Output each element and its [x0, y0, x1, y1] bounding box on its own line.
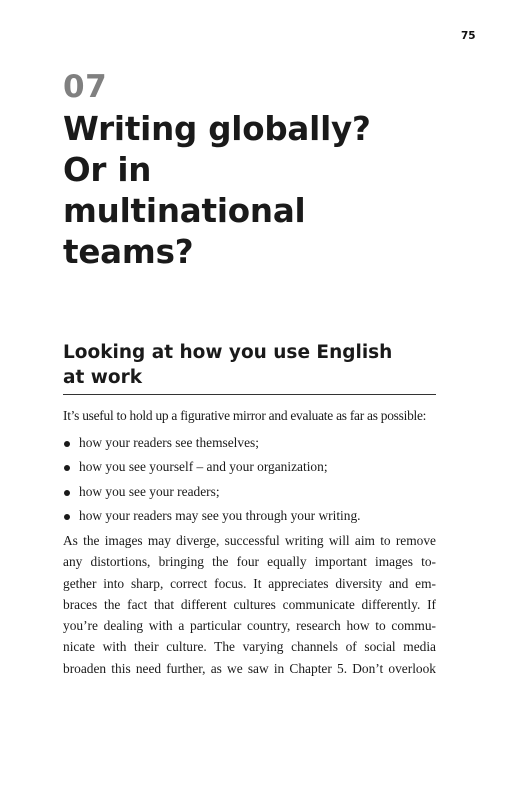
list-item-text: how your readers see themselves; — [79, 435, 259, 450]
chapter-title-line: Writing globally? — [63, 110, 371, 148]
bullet-list — [63, 431, 436, 528]
body-paragraph — [63, 530, 436, 679]
body-line: As the images may diverge, successful writing will aim to remove — [63, 533, 436, 548]
bullet-dot-icon — [64, 465, 70, 471]
body-line: any distortions, bringing the four equally important images to- — [63, 554, 436, 570]
bullet-dot-icon — [64, 514, 70, 520]
body-line: nicate with their culture. The varying channels of social media — [63, 639, 436, 655]
section-heading — [63, 340, 436, 390]
body-line: braces the fact that different cultures communicate differently. If — [63, 596, 436, 612]
chapter-title — [63, 109, 443, 273]
body-line: you’re dealing with a particular country, research how to commu- — [63, 618, 436, 634]
list-item-text: how you see yourself – and your organization; — [79, 459, 328, 475]
bullet-dot-icon — [64, 441, 70, 447]
list-item — [63, 431, 436, 455]
list-item — [63, 480, 436, 504]
section-heading-line: at work — [63, 367, 142, 388]
list-item — [63, 504, 436, 528]
body-line: gether into sharp, correct focus. It appreciates diversity and em- — [63, 575, 436, 591]
list-item-text: how you see your readers; — [79, 483, 220, 499]
page-number: 75 — [461, 30, 476, 42]
section-rule — [63, 394, 436, 395]
body-line: broaden this need further, as we saw in Chapter 5. Don’t overlook — [63, 660, 436, 676]
chapter-title-line: multinational — [63, 192, 306, 230]
chapter-title-line: teams? — [63, 233, 194, 271]
section-heading-line: Looking at how you use English — [63, 342, 393, 363]
list-item-text: how your readers may see you through your writing. — [79, 507, 361, 523]
intro-paragraph: It’s useful to hold up a figurative mirror and evaluate as far as possible: — [63, 408, 427, 423]
chapter-title-line: Or in — [63, 151, 152, 189]
list-item — [63, 455, 436, 479]
chapter-number: 07 — [63, 69, 108, 105]
bullet-dot-icon — [64, 490, 70, 496]
